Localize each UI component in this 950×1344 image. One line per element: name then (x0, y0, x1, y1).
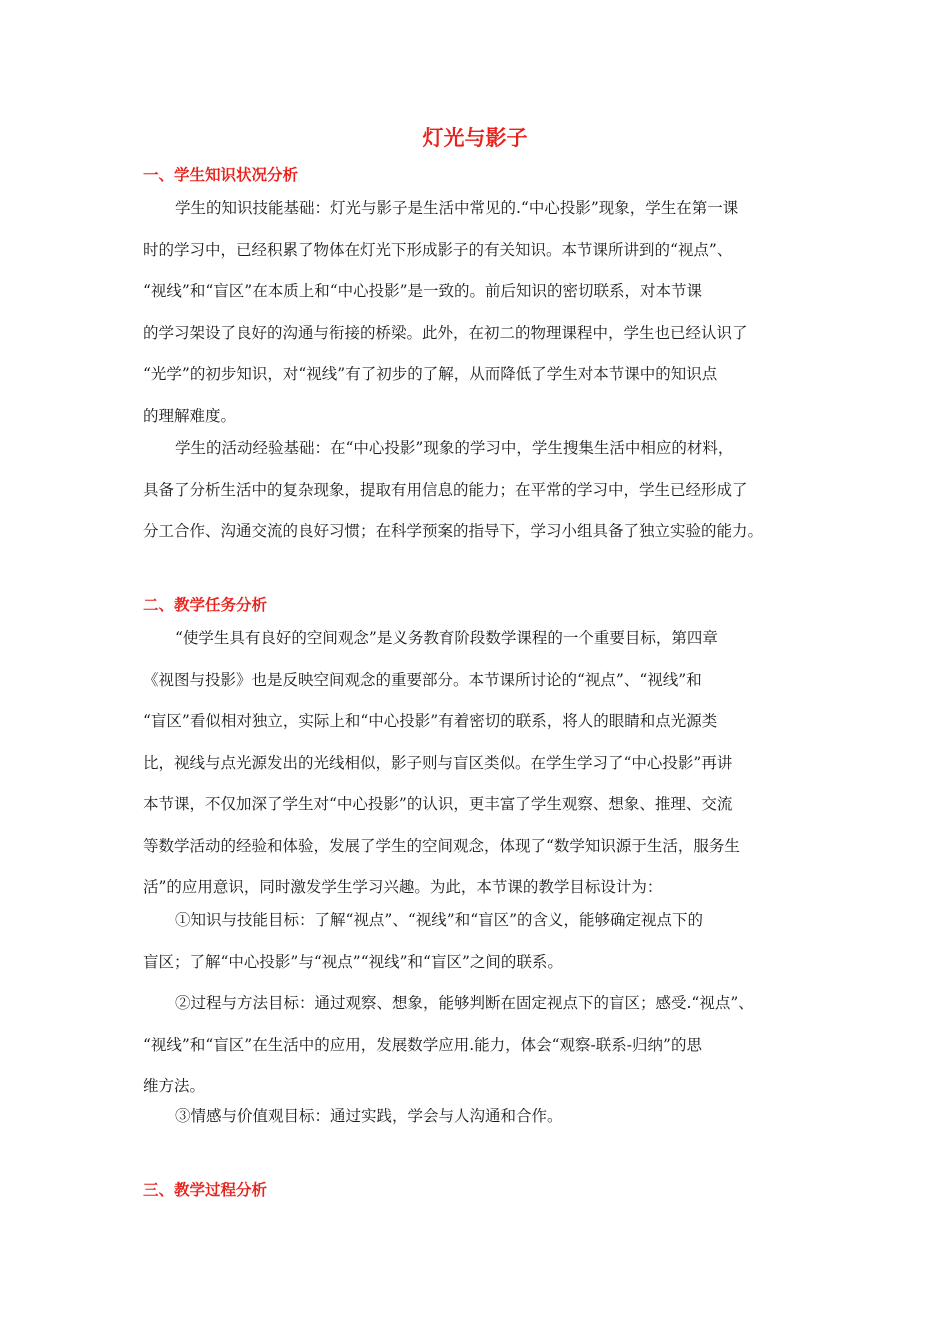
text-line: 的学习架设了良好的沟通与衔接的桥梁。此外，在初二的物理课程中，学生也已经认识了 (143, 323, 748, 342)
text-line: 活”的应用意识，同时激发学生学习兴趣。为此，本节课的教学目标设计为： (143, 878, 663, 896)
text-line: 《视图与投影》也是反映空间观念的重要部分。本节课所讨论的“视点”、“视线”和 (143, 670, 702, 689)
paragraph-goal-process (143, 983, 807, 1108)
paragraph-goal-emotion (143, 1096, 807, 1138)
text-line: 学生的知识技能基础：灯光与影子是生活中常见的.“中心投影”现象，学生在第一课 (175, 199, 739, 217)
text-line: 本节课，不仅加深了学生对“中心投影”的认识，更丰富了学生观察、想象、推理、交流 (143, 795, 733, 813)
text-line: ②过程与方法目标：通过观察、想象，能够判断在固定视点下的盲区；感受.“视点”、 (175, 994, 754, 1012)
paragraph-task-analysis (143, 618, 807, 909)
text-line: ③情感与价值观目标：通过实践，学会与人沟通和合作。 (175, 1107, 563, 1125)
paragraph-knowledge-skills (143, 188, 807, 437)
text-line: 具备了分析生活中的复杂现象，提取有用信息的能力；在平常的学习中，学生已经形成了 (143, 480, 748, 499)
section-heading-3: 三、教学过程分析 (143, 1180, 268, 1199)
text-line: “使学生具有良好的空间观念”是义务教育阶段数学课程的一个重要目标，第四章 (175, 629, 718, 647)
text-line: 维方法。 (143, 1077, 206, 1095)
text-line: 比，视线与点光源发出的光线相似，影子则与盲区类似。在学生学习了“中心投影”再讲 (143, 753, 733, 772)
text-line: “视线”和“盲区”在生活中的应用，发展数学应用.能力，体会“观察-联系-归纳”的思 (143, 1035, 702, 1054)
paragraph-goal-knowledge (143, 900, 807, 983)
section-heading-2: 二、教学任务分析 (143, 595, 268, 614)
text-line: 时的学习中，已经积累了物体在灯光下形成影子的有关知识。本节课所讲到的“视点”、 (143, 240, 733, 259)
document-title: 灯光与影子 (422, 126, 528, 150)
text-line: ①知识与技能目标：了解“视点”、“视线”和“盲区”的含义，能够确定视点下的 (175, 911, 704, 929)
section-heading-1: 一、学生知识状况分析 (143, 165, 299, 184)
text-line: 盲区；了解“中心投影”与“视点”“视线”和“盲区”之间的联系。 (143, 952, 563, 971)
text-line: “视线”和“盲区”在本质上和“中心投影”是一致的。前后知识的密切联系，对本节课 (143, 282, 703, 300)
text-line: 的理解难度。 (143, 406, 237, 425)
text-line: “盲区”看似相对独立，实际上和“中心投影”有着密切的联系，将人的眼睛和点光源类 (143, 712, 718, 730)
paragraph-activity-experience (143, 428, 807, 553)
text-line: 分工合作、沟通交流的良好习惯；在科学预案的指导下，学习小组具备了独立实验的能力。 (143, 522, 764, 540)
text-line: “光学”的初步知识，对“视线”有了初步的了解，从而降低了学生对本节课中的知识点 (143, 365, 718, 383)
text-line: 等数学活动的经验和体验，发展了学生的空间观念，体现了“数学知识源于生活，服务生 (143, 836, 740, 855)
text-line: 学生的活动经验基础：在“中心投影”现象的学习中，学生搜集生活中相应的材料， (175, 439, 734, 457)
